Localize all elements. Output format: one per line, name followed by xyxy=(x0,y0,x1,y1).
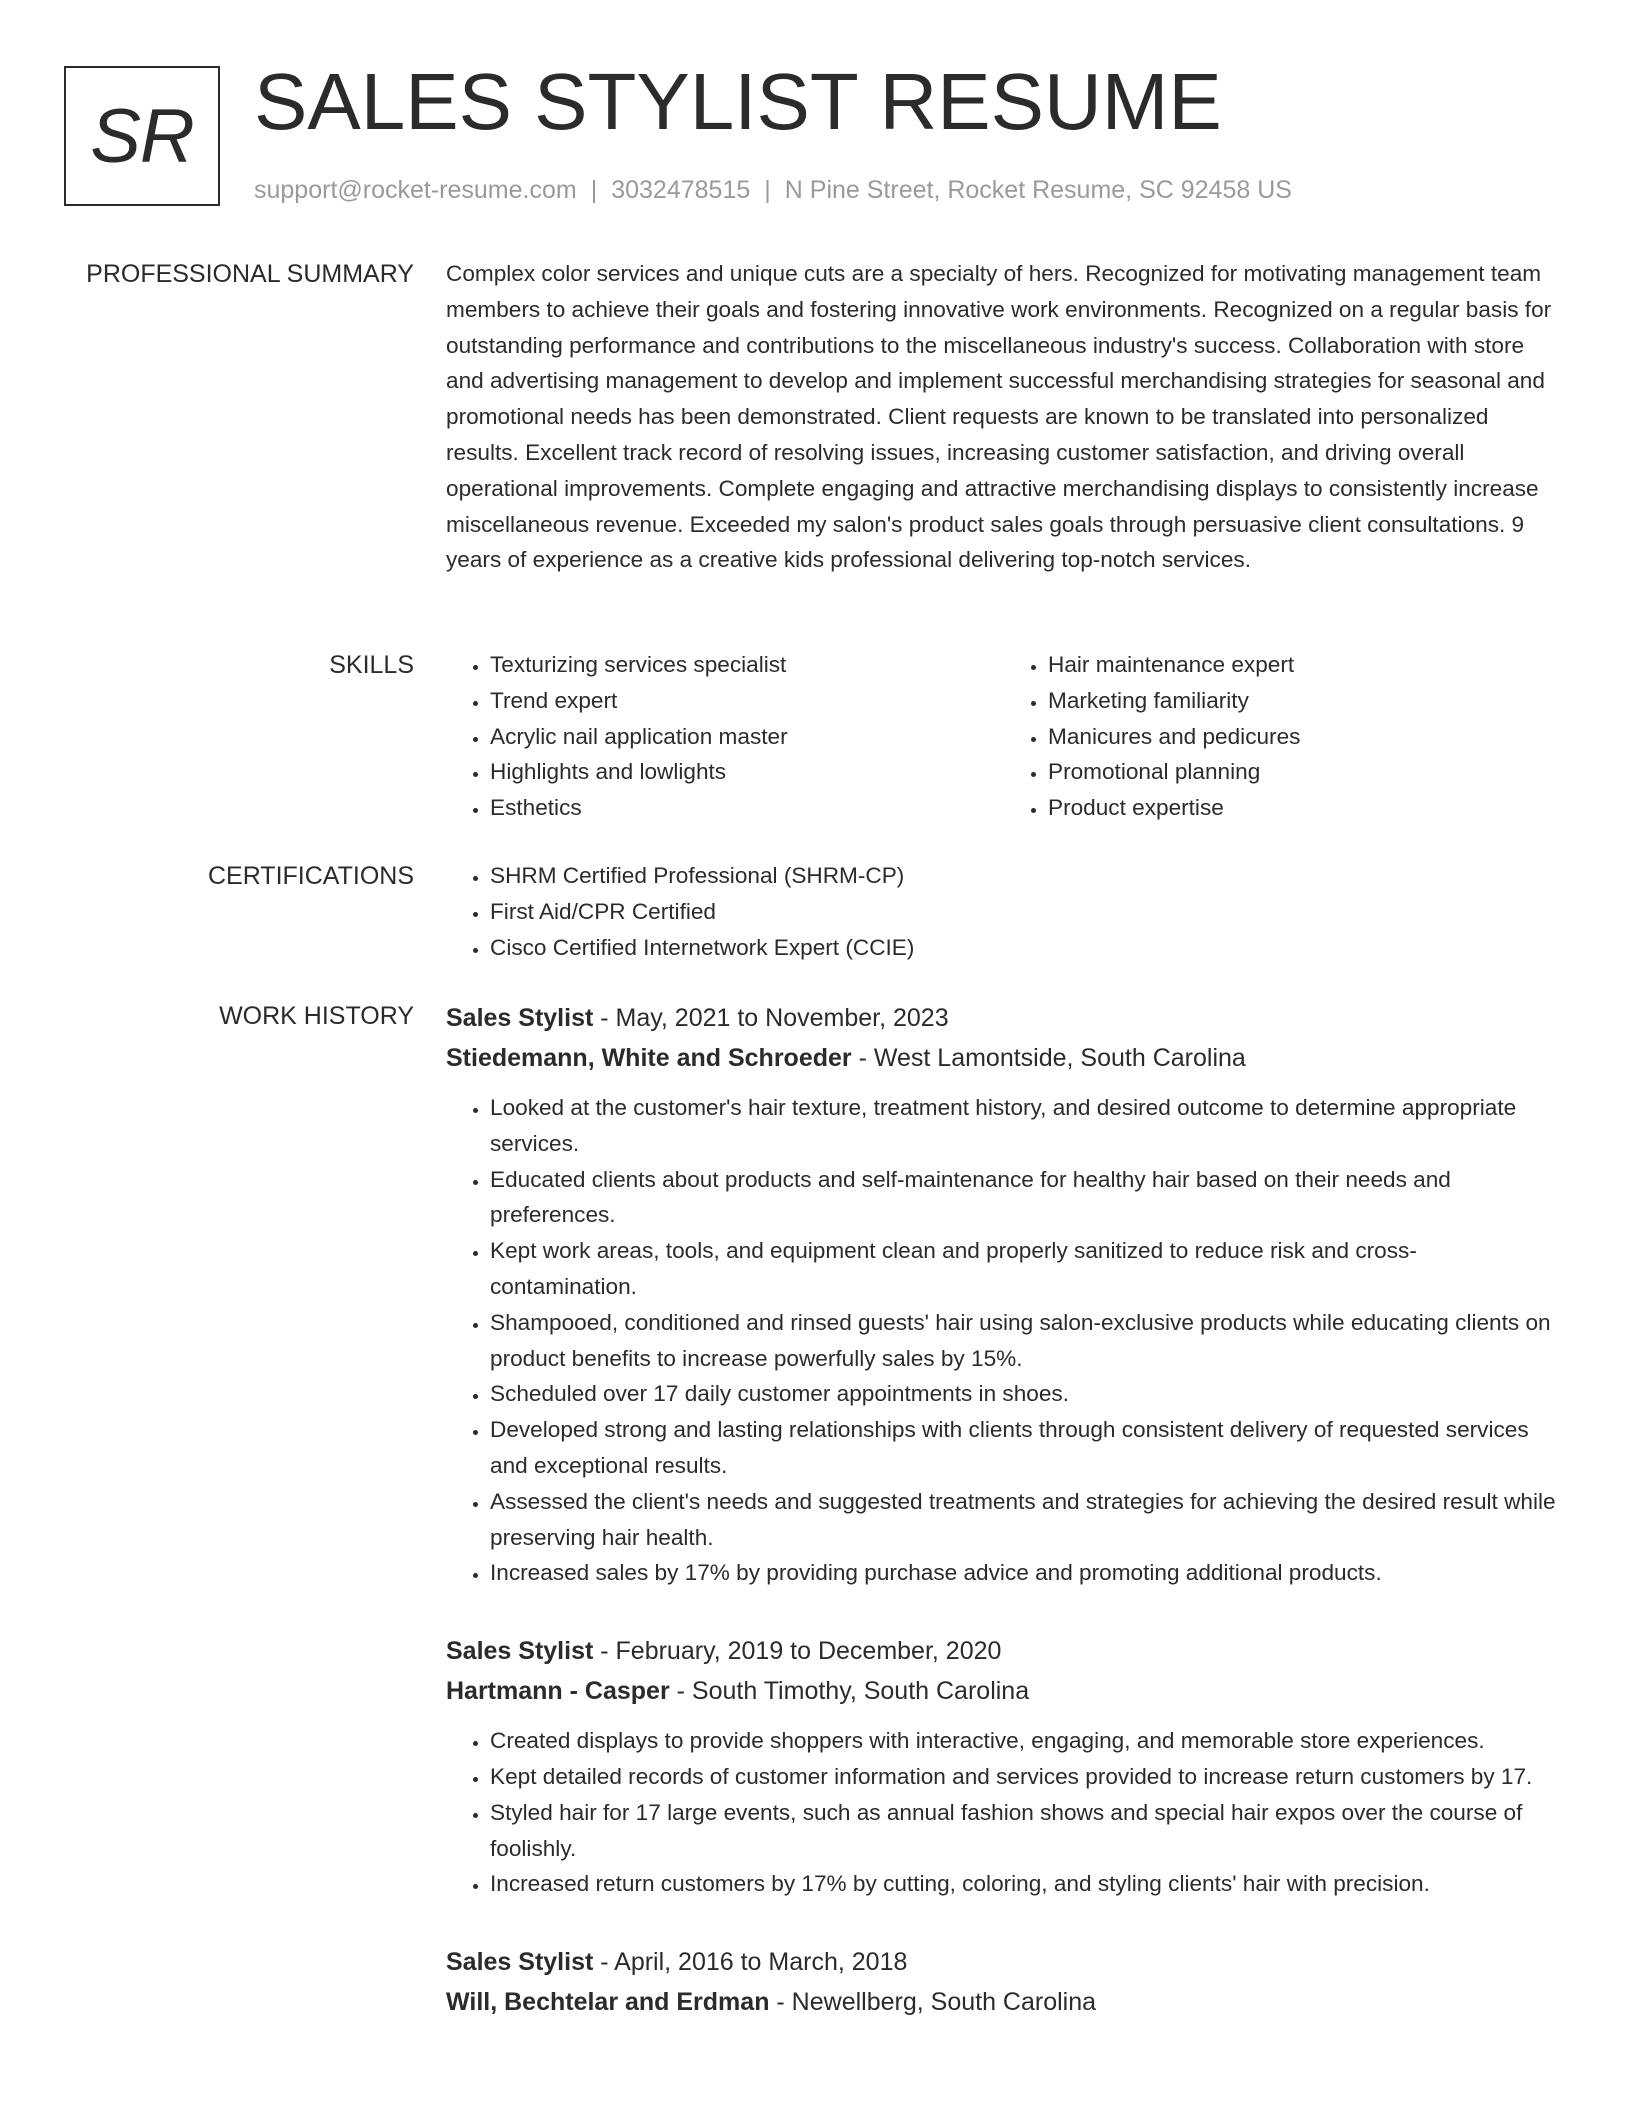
skill-item: • Manicures and pedicures xyxy=(1048,719,1562,755)
job-bullet: • Created displays to provide shoppers with interactive, engaging, and memorable store experiences. xyxy=(490,1723,1562,1759)
skill-item: • Esthetics xyxy=(490,790,1004,826)
skill-item: • Hair maintenance expert xyxy=(1048,647,1562,683)
contact-line xyxy=(254,174,1292,206)
job-location: - Newellberg, South Carolina xyxy=(769,1988,1097,2017)
job-dates: - February, 2019 to December, 2020 xyxy=(593,1637,1002,1666)
skill-item: • Acrylic nail application master xyxy=(490,719,1004,755)
job-company-line xyxy=(446,1671,1562,1711)
contact-address: N Pine Street, Rocket Resume, SC 92458 US xyxy=(784,176,1292,204)
job-bullet: • Kept detailed records of customer information and services provided to increase return customers by 17. xyxy=(490,1759,1562,1795)
job-bullet: • Styled hair for 17 large events, such as annual fashion shows and special hair expos over the course of foolishly. xyxy=(490,1795,1562,1867)
resume-title: SALES STYLIST RESUME xyxy=(254,57,1222,146)
job-company-line xyxy=(446,1982,1562,2022)
job-title: Sales Stylist xyxy=(446,1004,594,1032)
certification-item: • Cisco Certified Internetwork Expert (CCIE) xyxy=(490,930,1562,966)
job-bullet: • Shampooed, conditioned and rinsed guests' hair using salon-exclusive products while educating clients on product benefits to increase powerfully sales by 15%. xyxy=(490,1305,1562,1377)
job-company: Hartmann - Casper xyxy=(446,1677,670,1706)
job-company-line xyxy=(446,1038,1562,1078)
contact-separator: | xyxy=(590,176,598,204)
skill-item: • Marketing familiarity xyxy=(1048,683,1562,719)
job-bullet: • Kept work areas, tools, and equipment clean and properly sanitized to reduce risk and cross-contamination. xyxy=(490,1233,1562,1305)
job-entry xyxy=(446,1631,1562,1902)
job-entry xyxy=(446,1942,1562,2022)
contact-email[interactable]: support@rocket-resume.com xyxy=(254,176,577,204)
job-location: - West Lamontside, South Carolina xyxy=(851,1044,1246,1072)
certifications-heading: CERTIFICATIONS xyxy=(207,862,414,890)
job-bullet: • Scheduled over 17 daily customer appointments in shoes. xyxy=(490,1376,1562,1412)
skill-item: • Trend expert xyxy=(490,683,1004,719)
skills-list-left xyxy=(446,647,1004,826)
summary-text: Complex color services and unique cuts are a specialty of hers. Recognized for motivating management team members to achieve their goals and fostering innovative work environments. Recognized on a regular basis for outstanding performance and contributions to the miscellaneous industry's success. Collaboration with store and advertising management to develop and implement successful merchandising strategies for seasonal and promotional needs has been demonstrated. Client requests are known to be translated into personalized results. Excellent track record of resolving issues, increasing customer satisfaction, and driving overall operational improvements. Complete engaging and attractive merchandising displays to consistently increase miscellaneous revenue. Exceeded my salon's product sales goals through persuasive client consultations. 9 years of experience as a creative kids professional delivering top-notch services. xyxy=(446,261,1552,573)
skill-item: • Product expertise xyxy=(1048,790,1562,826)
job-bullet: • Educated clients about products and self-maintenance for healthy hair based on their needs and preferences. xyxy=(490,1162,1562,1234)
job-bullet: • Developed strong and lasting relationships with clients through consistent delivery of requested services and exceptional results. xyxy=(490,1412,1562,1484)
job-bullets xyxy=(446,1090,1562,1591)
job-bullet: • Looked at the customer's hair texture, treatment history, and desired outcome to determine appropriate services. xyxy=(490,1090,1562,1162)
job-bullet: • Increased return customers by 17% by cutting, coloring, and styling clients' hair with precision. xyxy=(490,1866,1562,1902)
monogram-logo: SR xyxy=(64,66,220,206)
job-dates: - April, 2016 to March, 2018 xyxy=(593,1948,908,1977)
job-bullet: • Increased sales by 17% by providing purchase advice and promoting additional products. xyxy=(490,1555,1562,1591)
certifications-list xyxy=(446,858,1562,965)
summary-heading: PROFESSIONAL SUMMARY xyxy=(86,260,414,288)
contact-separator: | xyxy=(764,176,771,204)
job-title-line xyxy=(446,1942,1562,1982)
certification-item: • SHRM Certified Professional (SHRM-CP) xyxy=(490,858,1562,894)
job-title: Sales Stylist xyxy=(446,1948,594,1977)
job-bullet: • Assessed the client's needs and suggested treatments and strategies for achieving the desired result while preserving hair health. xyxy=(490,1484,1562,1556)
job-bullets xyxy=(446,1723,1562,1902)
skills-list-right xyxy=(1004,647,1562,826)
certification-item: • First Aid/CPR Certified xyxy=(490,894,1562,930)
contact-phone[interactable]: 3032478515 xyxy=(611,176,751,204)
skill-item: • Texturizing services specialist xyxy=(490,647,1004,683)
job-location: - South Timothy, South Carolina xyxy=(669,1677,1030,1706)
skill-item: • Highlights and lowlights xyxy=(490,754,1004,790)
job-title: Sales Stylist xyxy=(446,1637,594,1666)
job-company: Will, Bechtelar and Erdman xyxy=(446,1988,770,2017)
skill-item: • Promotional planning xyxy=(1048,754,1562,790)
work-history-heading: WORK HISTORY xyxy=(219,1002,414,1030)
job-company: Stiedemann, White and Schroeder xyxy=(446,1044,852,1072)
job-dates: - May, 2021 to November, 2023 xyxy=(593,1004,949,1032)
job-title-line xyxy=(446,998,1562,1038)
job-entry xyxy=(446,998,1562,1591)
job-title-line xyxy=(446,1631,1562,1671)
skills-heading: SKILLS xyxy=(329,651,414,679)
